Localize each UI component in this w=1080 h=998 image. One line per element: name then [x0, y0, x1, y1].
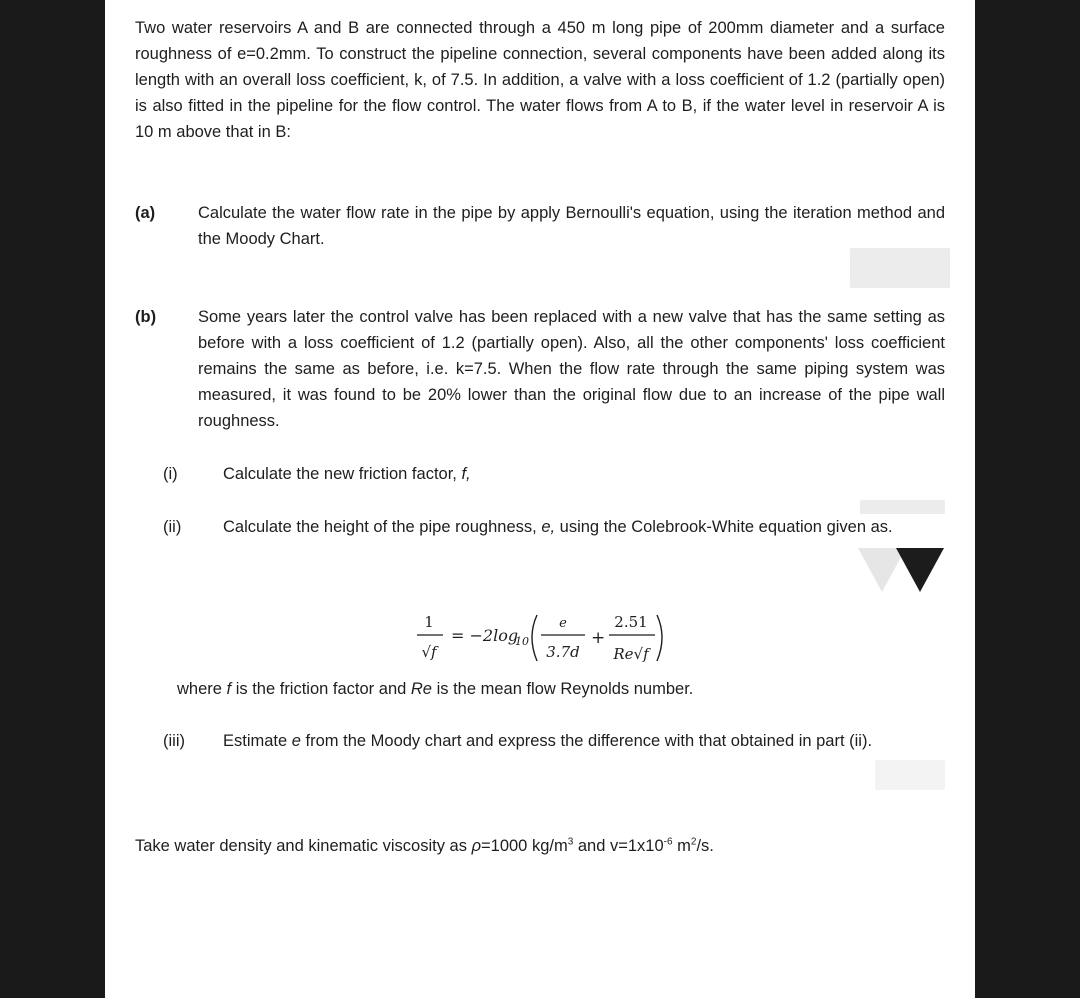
document-page	[105, 0, 975, 998]
part-b-ii-text: Calculate the height of the pipe roughness, e, using the Colebrook-White equation given as.	[223, 518, 893, 536]
scan-artifact-triangle	[850, 548, 950, 596]
equation-definition: where f is the friction factor and Re is the mean flow Reynolds number.	[177, 680, 694, 698]
part-b-i-label: (i)	[163, 465, 178, 483]
part-b-label: (b)	[135, 308, 157, 326]
eq-plus: +	[591, 628, 606, 648]
eq-term1-denominator: 3.7d	[546, 643, 580, 661]
scan-smudge	[850, 248, 950, 288]
part-a-text: Calculate the water flow rate in the pipe by apply Bernoulli's equation, using the iteration method and the Moody Chart.	[198, 204, 945, 248]
part-b-i-text: Calculate the new friction factor, f,	[223, 465, 471, 483]
part-b-iii-text: Estimate e from the Moody chart and express the difference with that obtained in part (ii).	[223, 732, 873, 750]
colebrook-white-equation	[415, 605, 755, 675]
eq-denominator-left: √f	[421, 643, 437, 661]
part-b-iii-label: (iii)	[163, 732, 185, 750]
part-b-ii-label: (ii)	[163, 518, 182, 536]
scan-smudge	[875, 760, 945, 790]
given-constants-note: Take water density and kinematic viscosity as ρ=1000 $kg/m^3$ and $v=1x10^{-6}$ $m^2/s$.	[135, 836, 714, 855]
eq-minus-2log: = −2log	[451, 626, 519, 645]
part-b-text: Some years later the control valve has been replaced with a new valve that has the same setting as before with a loss coefficient of 1.2 (partially open). Also, all the other components' loss coefficient remains the same as before, i.e. k=7.5. When the flow rate through the same piping system was measured, it was found to be 20% lower than the original flow due to an increase of the pipe wall roughness.	[198, 308, 945, 430]
problem-intro: Two water reservoirs A and B are connected through a 450 m long pipe of 200mm diameter and a surface roughness of e=0.2mm. To construct the pipeline connection, several components have been added along its length with an overall loss coefficient, k, of 7.5. In addition, a valve with a loss coefficient of 1.2 (partially open) is also fitted in the pipeline for the flow control. The water flows from A to B, if the water level in reservoir A is 10 m above that in B:	[135, 19, 945, 141]
eq-term2-denominator: Re√f	[613, 645, 649, 663]
scan-smudge	[860, 500, 945, 514]
eq-log-base: 10	[515, 635, 529, 648]
eq-numerator-left: 1	[424, 613, 434, 631]
part-a-label: (a)	[135, 204, 156, 222]
eq-term1-numerator: e	[559, 616, 567, 631]
eq-term2-numerator: 2.51	[614, 613, 648, 631]
